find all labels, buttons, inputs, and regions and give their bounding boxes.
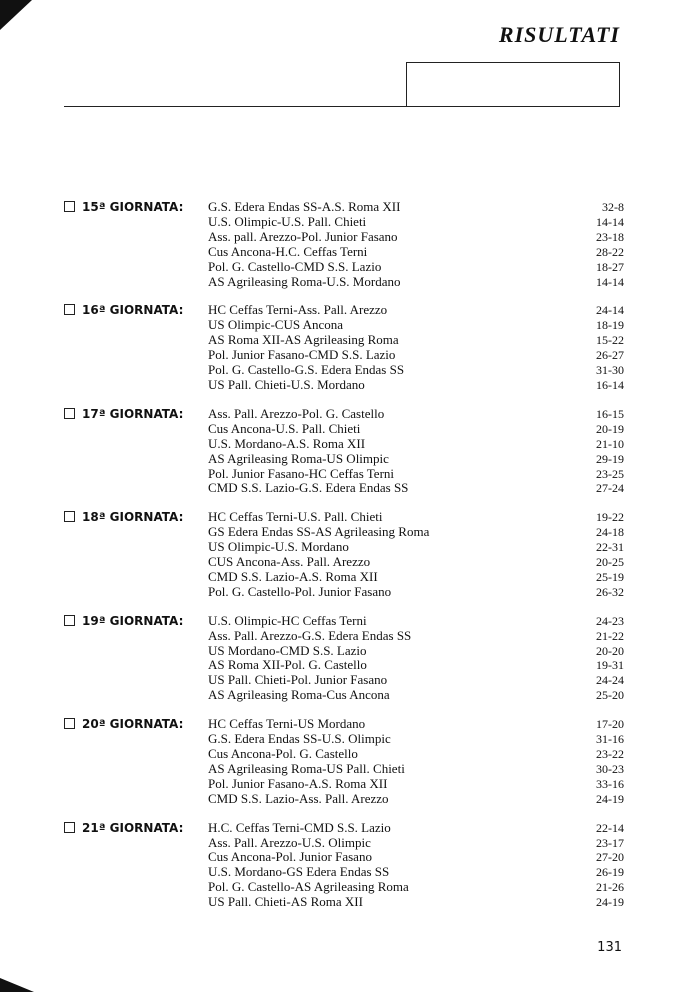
match-score: 22-14	[596, 820, 624, 835]
match-row	[208, 467, 624, 482]
checkbox-icon	[64, 718, 75, 729]
title-box-frame	[406, 62, 620, 107]
match-list	[208, 717, 624, 806]
page-number: 131	[597, 940, 622, 955]
match-teams: AS Agrileasing Roma-US Pall. Chieti	[208, 760, 405, 776]
match-teams: HC Ceffas Terni-US Mordano	[208, 716, 366, 732]
checkbox-icon	[64, 201, 75, 212]
match-score: 20-25	[596, 555, 624, 570]
match-row	[208, 275, 624, 290]
match-teams: HC Ceffas Terni-Ass. Pall. Arezzo	[208, 302, 388, 318]
match-score: 18-19	[596, 318, 624, 333]
match-list	[208, 510, 624, 599]
checkbox-icon	[64, 511, 75, 522]
match-row	[208, 481, 624, 496]
match-score: 24-14	[596, 303, 624, 318]
match-row	[208, 407, 624, 422]
match-list	[208, 407, 624, 496]
match-score: 24-23	[596, 613, 624, 628]
round-section	[64, 510, 624, 599]
match-teams: Pol. Junior Fasano-HC Ceffas Terni	[208, 465, 395, 481]
match-row	[208, 230, 624, 245]
match-row	[208, 880, 624, 895]
match-row	[208, 717, 624, 732]
checkbox-icon	[64, 822, 75, 833]
match-teams: Pol. Junior Fasano-A.S. Roma XII	[208, 775, 388, 791]
match-score: 22-31	[596, 540, 624, 555]
match-teams: Cus Ancona-U.S. Pall. Chieti	[208, 420, 361, 436]
match-teams: U.S. Olimpic-HC Ceffas Terni	[208, 612, 367, 628]
round-section	[64, 614, 624, 703]
match-teams: HC Ceffas Terni-U.S. Pall. Chieti	[208, 509, 383, 525]
match-score: 26-19	[596, 865, 624, 880]
match-row	[208, 303, 624, 318]
match-score: 23-18	[596, 229, 624, 244]
round-label-text: 16ª GIORNATA:	[82, 303, 184, 318]
round-label-text: 18ª GIORNATA:	[82, 510, 184, 525]
round-section	[64, 200, 624, 289]
match-row	[208, 850, 624, 865]
results-list	[64, 200, 624, 924]
match-score: 27-24	[596, 481, 624, 496]
match-score: 18-27	[596, 259, 624, 274]
match-score: 30-23	[596, 761, 624, 776]
match-row	[208, 422, 624, 437]
match-row	[208, 644, 624, 659]
match-score: 16-14	[596, 377, 624, 392]
match-teams: CMD S.S. Lazio-A.S. Roma XII	[208, 568, 378, 584]
match-row	[208, 348, 624, 363]
match-row	[208, 747, 624, 762]
match-teams: Ass. Pall. Arezzo-U.S. Olimpic	[208, 834, 371, 850]
match-row	[208, 555, 624, 570]
match-row	[208, 333, 624, 348]
match-score: 19-31	[596, 658, 624, 673]
match-teams: Cus Ancona-Pol. Junior Fasano	[208, 849, 372, 865]
checkbox-icon	[64, 408, 75, 419]
match-row	[208, 510, 624, 525]
match-teams: CMD S.S. Lazio-Ass. Pall. Arezzo	[208, 790, 389, 806]
match-score: 28-22	[596, 244, 624, 259]
match-list	[208, 303, 624, 392]
corner-mark-top	[0, 0, 32, 30]
round-label-text: 20ª GIORNATA:	[82, 717, 184, 732]
match-teams: Cus Ancona-Pol. G. Castello	[208, 746, 358, 761]
match-score: 31-16	[596, 732, 624, 747]
corner-mark-bottom	[0, 978, 34, 992]
match-list	[208, 614, 624, 703]
match-score: 16-15	[596, 406, 624, 421]
match-row	[208, 762, 624, 777]
match-row	[208, 821, 624, 836]
match-score: 26-32	[596, 584, 624, 599]
match-teams: US Pall. Chieti-AS Roma XII	[208, 894, 363, 910]
round-label-text: 21ª GIORNATA:	[82, 820, 184, 835]
match-score: 29-19	[596, 451, 624, 466]
match-row	[208, 836, 624, 851]
match-score: 15-22	[596, 333, 624, 348]
match-row	[208, 215, 624, 230]
match-score: 23-22	[596, 747, 624, 761]
round-label	[64, 303, 208, 392]
match-teams: Cus Ancona-H.C. Ceffas Terni	[208, 243, 368, 259]
match-score: 23-17	[596, 835, 624, 850]
round-label	[64, 717, 208, 806]
round-label	[64, 821, 208, 910]
match-list	[208, 821, 624, 910]
match-teams: GS Edera Endas SS-AS Agrileasing Roma	[208, 524, 430, 540]
round-label-text: 15ª GIORNATA:	[82, 200, 184, 214]
checkbox-icon	[64, 304, 75, 315]
match-row	[208, 318, 624, 333]
match-score: 21-10	[596, 436, 624, 451]
match-teams: Ass. Pall. Arezzo-G.S. Edera Endas SS	[208, 627, 412, 643]
round-label	[64, 614, 208, 703]
match-row	[208, 245, 624, 260]
match-row	[208, 792, 624, 807]
round-section	[64, 821, 624, 910]
match-teams: Pol. Junior Fasano-CMD S.S. Lazio	[208, 347, 396, 363]
match-teams: CMD S.S. Lazio-G.S. Edera Endas SS	[208, 480, 409, 496]
match-row	[208, 777, 624, 792]
match-row	[208, 437, 624, 452]
match-score: 24-24	[596, 673, 624, 688]
match-list	[208, 200, 624, 289]
match-teams: US Olimpic-CUS Ancona	[208, 317, 344, 333]
round-label-text: 17ª GIORNATA:	[82, 406, 184, 421]
match-teams: H.C. Ceffas Terni-CMD S.S. Lazio	[208, 819, 391, 835]
match-score: 26-27	[596, 348, 624, 363]
match-score: 17-20	[596, 717, 624, 732]
header-divider	[64, 106, 620, 107]
match-score: 19-22	[596, 510, 624, 525]
match-score: 31-30	[596, 363, 624, 378]
round-label	[64, 200, 208, 289]
match-score: 25-20	[596, 688, 624, 703]
round-label	[64, 407, 208, 496]
match-row	[208, 614, 624, 629]
match-row	[208, 200, 624, 215]
match-score: 21-26	[596, 880, 624, 895]
match-teams: U.S. Olimpic-U.S. Pall. Chieti	[208, 213, 367, 229]
round-section	[64, 303, 624, 392]
match-score: 33-16	[596, 776, 624, 791]
match-teams: Pol. G. Castello-G.S. Edera Endas SS	[208, 362, 405, 378]
match-teams: AS Agrileasing Roma-Cus Ancona	[208, 687, 390, 703]
match-teams: AS Agrileasing Roma-U.S. Mordano	[208, 273, 401, 289]
match-row	[208, 260, 624, 275]
match-row	[208, 525, 624, 540]
match-row	[208, 570, 624, 585]
match-teams: Ass. pall. Arezzo-Pol. Junior Fasano	[208, 228, 398, 244]
round-section	[64, 717, 624, 806]
match-score: 14-14	[596, 274, 624, 289]
match-row	[208, 585, 624, 600]
match-teams: G.S. Edera Endas SS-A.S. Roma XII	[208, 199, 401, 214]
match-teams: AS Roma XII-AS Agrileasing Roma	[208, 332, 399, 348]
match-score: 21-22	[596, 628, 624, 643]
match-row	[208, 378, 624, 393]
match-teams: AS Roma XII-Pol. G. Castello	[208, 657, 367, 673]
page-title: RISULTATI	[498, 22, 620, 47]
match-row	[208, 363, 624, 378]
match-score: 24-19	[596, 791, 624, 806]
match-row	[208, 452, 624, 467]
match-teams: U.S. Mordano-GS Edera Endas SS	[208, 864, 390, 880]
match-score: 27-20	[596, 850, 624, 865]
match-row	[208, 688, 624, 703]
match-score: 25-19	[596, 569, 624, 584]
match-score: 24-18	[596, 525, 624, 540]
round-label	[64, 510, 208, 599]
match-teams: Pol. G. Castello-CMD S.S. Lazio	[208, 258, 382, 274]
match-row	[208, 865, 624, 880]
match-teams: CUS Ancona-Ass. Pall. Arezzo	[208, 554, 371, 570]
match-teams: US Mordano-CMD S.S. Lazio	[208, 642, 367, 658]
match-teams: U.S. Mordano-A.S. Roma XII	[208, 435, 366, 451]
match-score: 20-19	[596, 421, 624, 436]
match-row	[208, 540, 624, 555]
match-row	[208, 629, 624, 644]
match-teams: AS Agrileasing Roma-US Olimpic	[208, 450, 389, 466]
match-score: 32-8	[602, 200, 624, 214]
match-teams: Ass. Pall. Arezzo-Pol. G. Castello	[208, 405, 385, 421]
checkbox-icon	[64, 615, 75, 626]
match-teams: US Pall. Chieti-Pol. Junior Fasano	[208, 672, 388, 688]
match-score: 24-19	[596, 895, 624, 910]
match-teams: G.S. Edera Endas SS-U.S. Olimpic	[208, 731, 391, 747]
match-row	[208, 658, 624, 673]
match-score: 14-14	[596, 214, 624, 229]
match-row	[208, 732, 624, 747]
match-teams: Pol. G. Castello-AS Agrileasing Roma	[208, 879, 409, 895]
match-teams: US Pall. Chieti-U.S. Mordano	[208, 376, 365, 392]
match-score: 23-25	[596, 466, 624, 481]
match-teams: US Olimpic-U.S. Mordano	[208, 539, 349, 555]
match-teams: Pol. G. Castello-Pol. Junior Fasano	[208, 583, 392, 599]
round-label-text: 19ª GIORNATA:	[82, 613, 184, 628]
match-row	[208, 673, 624, 688]
match-row	[208, 895, 624, 910]
round-section	[64, 407, 624, 496]
match-score: 20-20	[596, 643, 624, 658]
